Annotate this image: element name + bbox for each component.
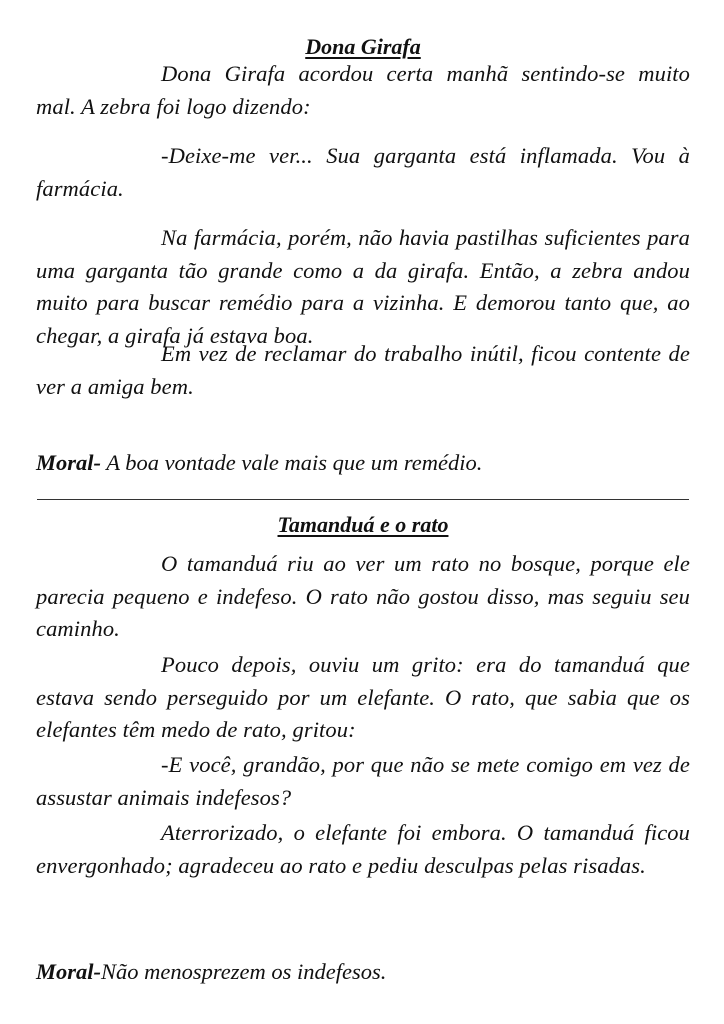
story-1-moral [36,447,690,479]
story-1-paragraph-1: Dona Girafa acordou certa manhã sentindo-se muito mal. A zebra foi logo dizendo: [36,61,690,119]
story-2-paragraph-4: Aterrorizado, o elefante foi embora. O tamanduá ficou envergonhado; agradeceu ao rato e pediu desculpas pelas risadas. [36,820,690,878]
moral-label: Moral- [36,959,102,984]
moral-text: A boa vontade vale mais que um remédio. [101,450,483,475]
section-divider [37,499,689,500]
story-1-paragraph-4: Em vez de reclamar do trabalho inútil, ficou contente de ver a amiga bem. [36,341,690,399]
moral-text: Não menosprezem os indefesos. [101,959,387,984]
story-1-paragraph-2: -Deixe-me ver... Sua garganta está inflamada. Vou à farmácia. [36,143,690,201]
story-title-tamandua-e-o-rato: Tamanduá e o rato [277,512,449,537]
story-2-moral [36,956,690,988]
story-2-paragraph-3: -E você, grandão, por que não se mete comigo em vez de assustar animais indefesos? [36,752,690,810]
story-2-paragraph-1: O tamanduá riu ao ver um rato no bosque, porque ele parecia pequeno e indefeso. O rato não gostou disso, mas seguiu seu caminho. [36,551,690,641]
story-title-dona-girafa: Dona Girafa [305,34,421,59]
story-1-paragraph-3: Na farmácia, porém, não havia pastilhas suficientes para uma garganta tão grande como a da girafa. Então, a zebra andou muito para buscar remédio para a vizinha. E demorou tanto que, ao chegar, a girafa já estava boa. [36,225,690,348]
moral-label: Moral- [36,450,102,475]
story-2-paragraph-2: Pouco depois, ouviu um grito: era do tamanduá que estava sendo perseguido por um elefante. O rato, que sabia que os elefantes têm medo de rato, gritou: [36,652,690,742]
